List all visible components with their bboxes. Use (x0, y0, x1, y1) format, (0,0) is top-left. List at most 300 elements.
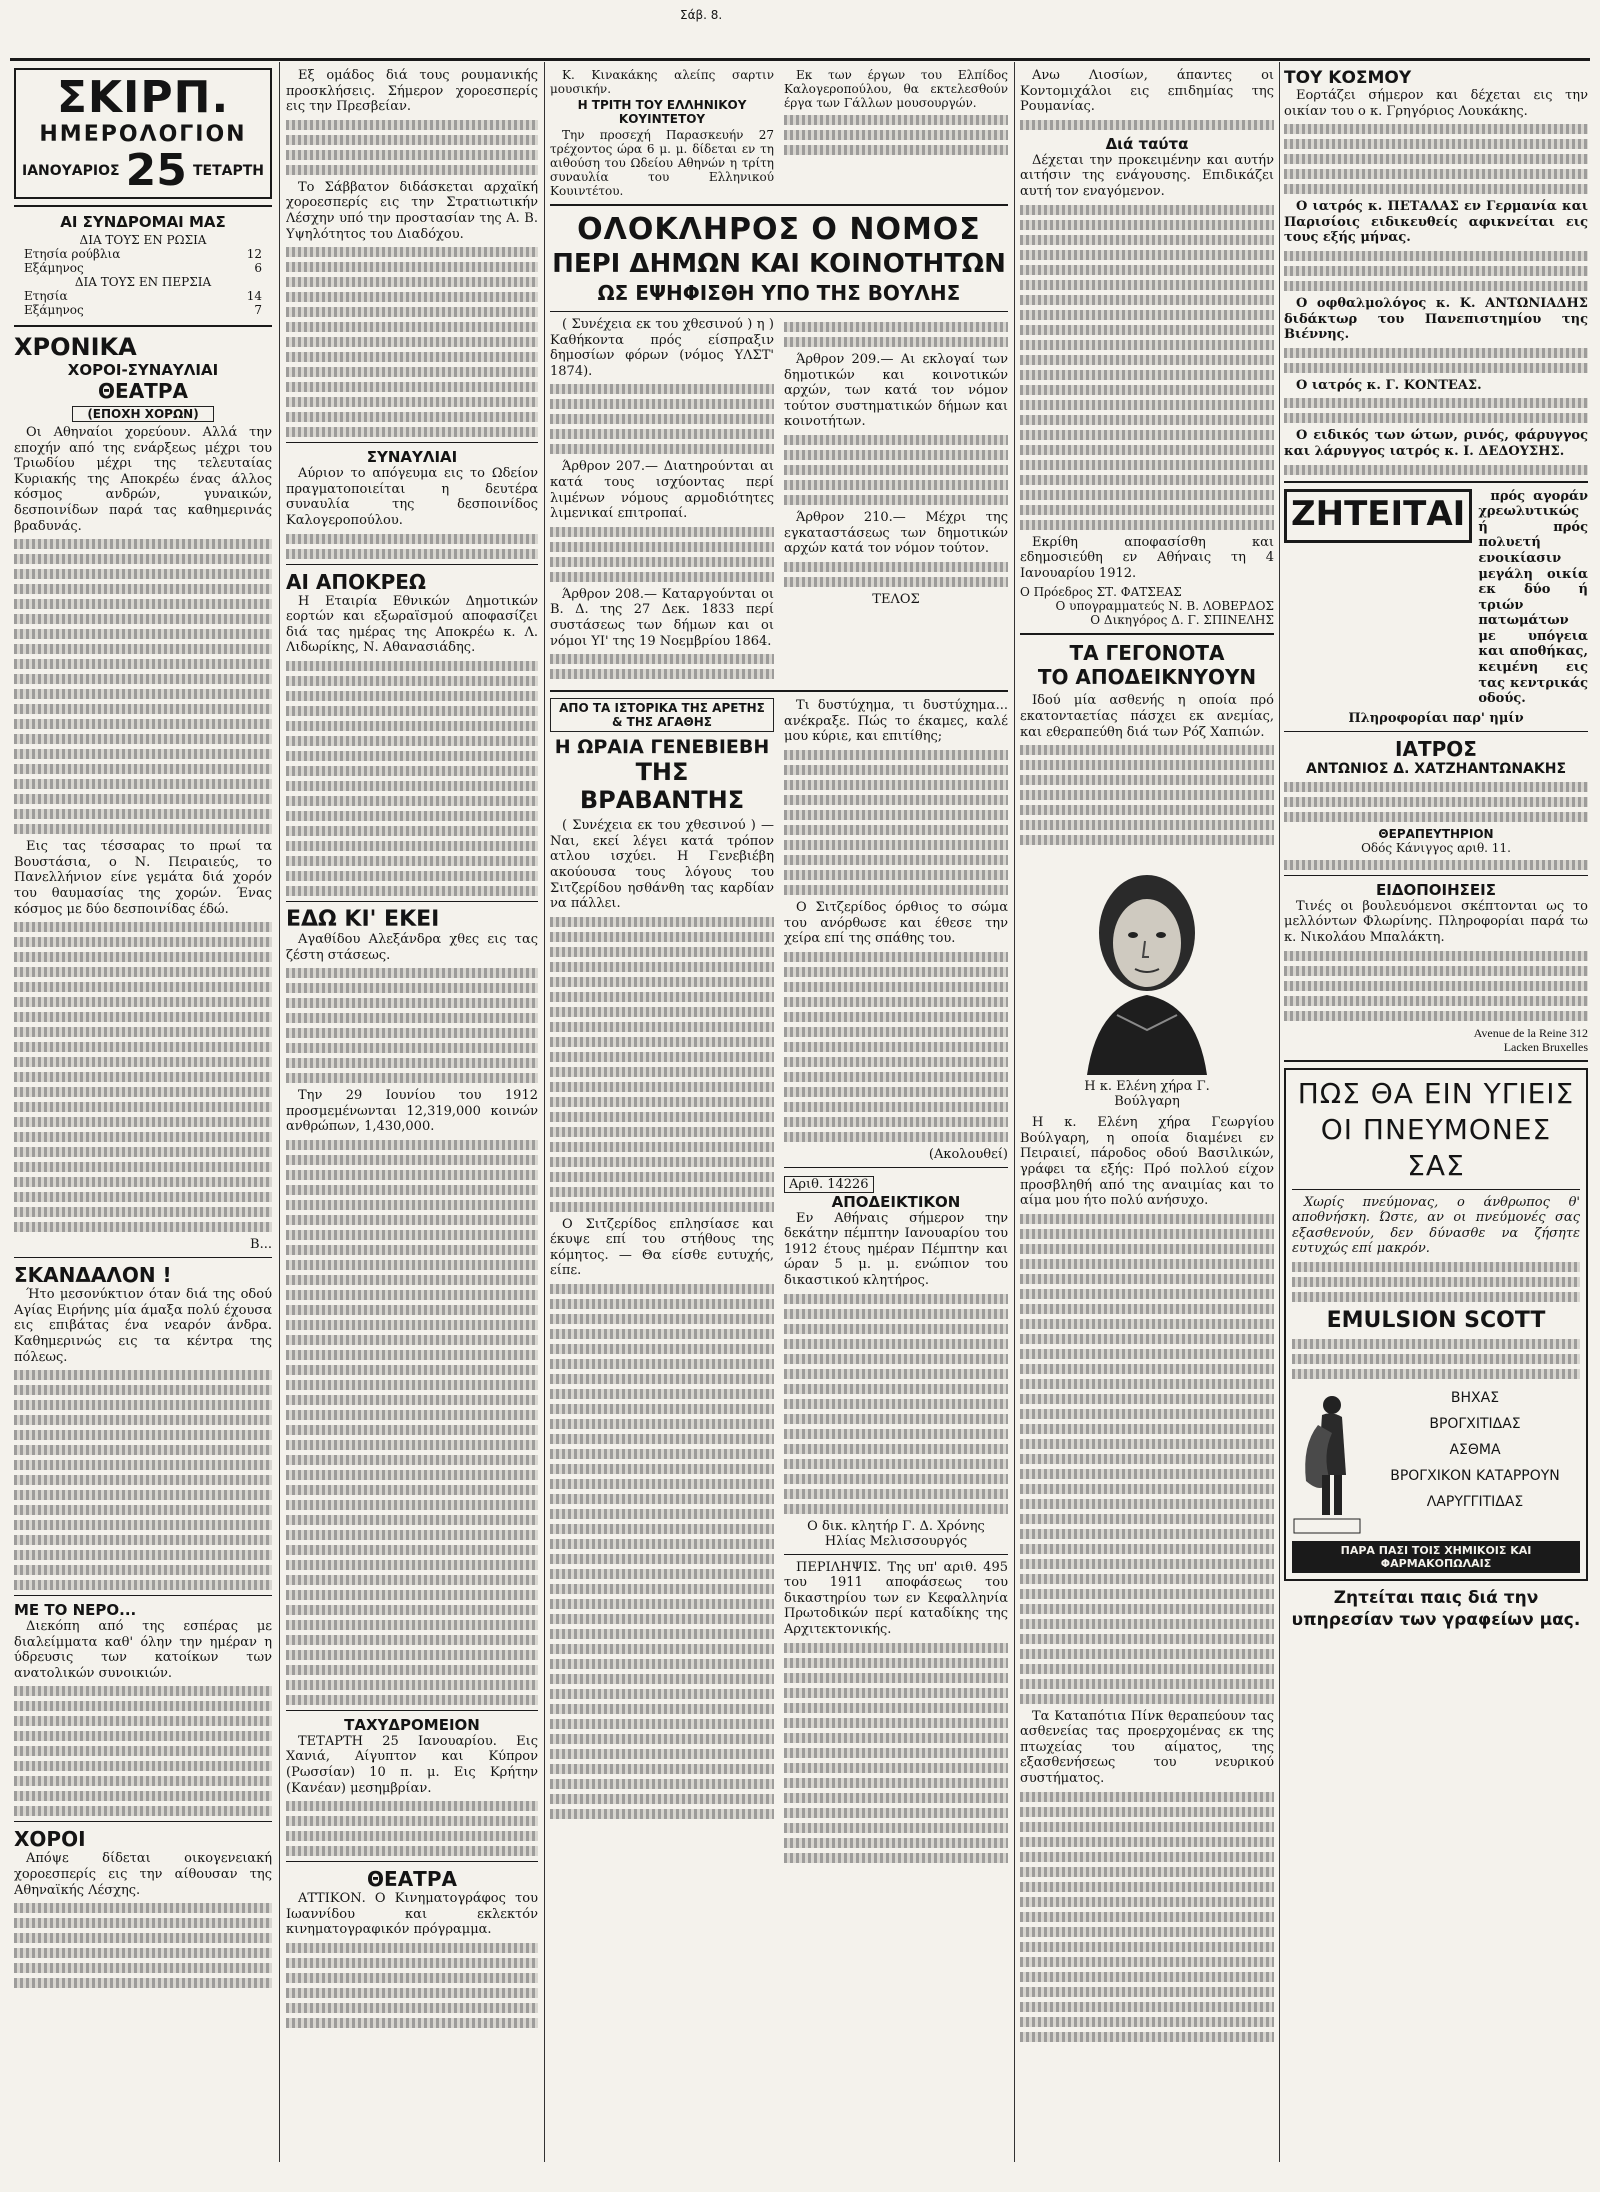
text-line-placeholder (286, 135, 538, 145)
text-line-placeholder (1292, 1262, 1580, 1272)
subscription-row (24, 247, 262, 261)
text-line-placeholder (1020, 835, 1274, 845)
story-article (550, 698, 1008, 1868)
article-paragraph: ΤΕΤΑΡΤΗ 25 Ιανουαρίου. Εις Χανιά, Αίγυπτον και Κύπρον (Ρωσσίαν) 10 π. μ. Εις Κρήτην (Κανέαν) μεσημβρίαν. (286, 1733, 538, 1796)
article-paragraph: Άρθρον 207.— Διατηρούνται αι κατά τους ισχύοντας περί λιμένων νόμους αρμοδιότητες λιμενικαί επιτροπαί. (550, 459, 774, 522)
text-line-placeholder (1020, 310, 1274, 320)
text-line-placeholder (286, 1801, 538, 1811)
text-line-placeholder (14, 1027, 272, 1037)
text-line-placeholder (286, 1170, 538, 1180)
article-paragraph: Αύριον το απόγευμα εις το Ωδείον πραγματοποιείται η δευτέρα συναυλία της δεσποινίδος Καλογεροπούλου. (286, 466, 538, 528)
column-5 (1284, 68, 1588, 2162)
text-line-placeholder (286, 1335, 538, 1345)
text-line-placeholder (286, 998, 538, 1008)
text-line-placeholder (14, 674, 272, 684)
text-line-placeholder (784, 1012, 1008, 1022)
top-left-fragment: Σάβ. 8. (680, 8, 723, 22)
wanted-heading: ΖΗΤΕΙΤΑΙ (1284, 489, 1472, 543)
text-line-placeholder (286, 1043, 538, 1053)
text-line-placeholder (1020, 265, 1274, 275)
text-line-placeholder (550, 1329, 774, 1339)
article-paragraph: Αγαθίδου Αλεξάνδρα χθες εις τας ζέστη στάσεως. (286, 931, 538, 963)
text-line-placeholder (286, 549, 538, 559)
text-line-placeholder (1020, 295, 1274, 305)
text-line-placeholder (286, 796, 538, 806)
text-line-placeholder (1020, 805, 1274, 815)
text-line-placeholder (286, 2003, 538, 2013)
text-line-placeholder (14, 1580, 272, 1590)
main-headline-2: ΠΕΡΙ ΔΗΜΩΝ ΚΑΙ ΚΟΙΝΟΤΗΤΩΝ (552, 249, 1006, 279)
text-line-placeholder (286, 676, 538, 686)
column-separator (279, 62, 280, 2162)
text-line-placeholder (550, 1494, 774, 1504)
text-line-placeholder (286, 1200, 538, 1210)
subscriptions-persia: ΔΙΑ ΤΟΥΣ ΕΝ ΠΕΡΣΙΑ (74, 275, 212, 289)
ad-headline: ΠΩΣ ΘΑ ΕΙΝ ΥΓΙΕΙΣ ΟΙ ΠΝΕΥΜΟΝΕΣ ΣΑΣ (1297, 1076, 1575, 1182)
text-line-placeholder (784, 1324, 1008, 1334)
text-line-placeholder (784, 1778, 1008, 1788)
text-line-placeholder (14, 1776, 272, 1786)
text-line-placeholder (286, 1365, 538, 1375)
text-line-placeholder (1284, 139, 1588, 149)
text-line-placeholder (784, 1808, 1008, 1818)
text-line-placeholder (1020, 1679, 1274, 1689)
article-paragraph: Τι δυστύχημα, τι δυστύχημα... ανέκραξε. Πώς το έκαμες, καλέ μου κύριε, και επιτίθης; (784, 698, 1008, 745)
text-line-placeholder (14, 1207, 272, 1217)
text-line-placeholder (14, 1948, 272, 1958)
text-line-placeholder (1020, 820, 1274, 830)
text-line-placeholder (1020, 1912, 1274, 1922)
text-line-placeholder (286, 1260, 538, 1270)
text-line-placeholder (14, 1385, 272, 1395)
article-paragraph: Ιδού μία ασθενής η οποία πρό εκατονταετίας πάσχει εκ ανεμίας, και εθεραπεύθη διά των Ρόζ Χαπιών. (1020, 693, 1274, 740)
want-ad: Ζητείται παις διά την υπηρεσίαν των γραφείων μας. (1291, 1588, 1581, 1630)
text-line-placeholder (1020, 475, 1274, 485)
text-line-placeholder (1020, 415, 1274, 425)
text-line-placeholder (286, 337, 538, 347)
text-line-placeholder (550, 1127, 774, 1137)
text-line-placeholder (286, 1988, 538, 1998)
doctor-notice: Ο ιατρός κ. Γ. ΚΟΝΤΕΑΣ. (1296, 377, 1482, 393)
text-line-placeholder (1020, 1304, 1274, 1314)
text-line-placeholder (1284, 860, 1588, 870)
main-headline-3: ΩΣ ΕΨΗΦΙΣΘΗ ΥΠΟ ΤΗΣ ΒΟΥΛΗΣ (597, 281, 961, 305)
text-line-placeholder (784, 750, 1008, 760)
article-paragraph: ( Συνέχεια εκ του χθεσινού ) — Ναι, εκεί λέγει κατά τρόπον ατλου ισχύει. Η Γενεβιέβη ακούουσα τους λόγους του Σιτζερίδου ησθάνθη τας καρδίαν να πάλλει. (550, 818, 774, 912)
story-continued: (Ακολουθεί) (928, 1146, 1008, 1162)
text-line-placeholder (784, 577, 1008, 587)
column-separator (1014, 62, 1015, 2162)
text-line-placeholder (550, 1172, 774, 1182)
text-line-placeholder (14, 1192, 272, 1202)
text-line-placeholder (784, 1132, 1008, 1142)
article-paragraph: Εκρίθη αποφασίσθη και εδημοσιεύθη εν Αθήναις τη 4 Ιανουαρίου 1912. (1020, 534, 1274, 581)
text-line-placeholder (286, 1973, 538, 1983)
article-paragraph: Οι Αθηναίοι χορεύουν. Αλλά την εποχήν από της ενάρξεως μέχρι του Τριωδίου μέχρι της τελευταίας Κυριακής της Αποκρέω ένας άλλος κόσμος ανδρών, γυναικών, δεσποινίδων παρά τας καθημερινάς βραδυνάς. (14, 425, 272, 534)
text-line-placeholder (784, 435, 1008, 445)
text-line-placeholder (286, 1245, 538, 1255)
article-paragraph: Εορτάζει σήμερον και δέχεται εις την οικίαν του ο κ. Γρηγόριος Λουκάκης. (1284, 88, 1588, 119)
text-line-placeholder (1020, 280, 1274, 290)
text-line-placeholder (550, 1584, 774, 1594)
text-line-placeholder (784, 997, 1008, 1007)
text-line-placeholder (1020, 1957, 1274, 1967)
column-1 (14, 68, 272, 2162)
text-line-placeholder (550, 1419, 774, 1429)
text-line-placeholder (784, 1087, 1008, 1097)
text-line-placeholder (1020, 1454, 1274, 1464)
text-line-placeholder (286, 1425, 538, 1435)
text-line-placeholder (14, 1445, 272, 1455)
article-paragraph: Άρθρον 209.— Αι εκλογαί των δημοτικών και κοινοτικών αρχών, των κατά τον νόμον τούτον συστηματικών δήμων και κοινοτήτων. (784, 352, 1008, 430)
top-rule (10, 58, 1590, 61)
text-line-placeholder (286, 736, 538, 746)
text-line-placeholder (784, 885, 1008, 895)
text-line-placeholder (286, 1515, 538, 1525)
section-theatra-2: ΘΕΑΤΡΑ (367, 1867, 457, 1892)
text-line-placeholder (286, 1215, 538, 1225)
text-line-placeholder (1020, 1634, 1274, 1644)
text-line-placeholder (286, 721, 538, 731)
text-line-placeholder (286, 1013, 538, 1023)
text-line-placeholder (1020, 325, 1274, 335)
text-line-placeholder (550, 1464, 774, 1474)
notice-number: Αριθ. 14226 (784, 1176, 874, 1193)
address-line: Lacken Bruxelles (1503, 1039, 1588, 1054)
text-line-placeholder (14, 1415, 272, 1425)
text-line-placeholder (550, 1809, 774, 1819)
subscription-row (24, 303, 262, 317)
text-line-placeholder (286, 1410, 538, 1420)
text-line-placeholder (1284, 348, 1588, 358)
text-line-placeholder (784, 145, 1008, 155)
doctor-notice: Ο ιατρός κ. ΠΕΤΑΛΑΣ εν Γερμανία και Παρισίοις ειδικευθείς αφικνείται εις τους εξής μήνας. (1284, 199, 1588, 246)
article-paragraph: Το Σάββατον διδάσκεται αρχαϊκή χοροεσπερίς εις την Στρατιωτικήν Λέσχην υπό την προστασίαν της Α. Β. Υψηλότητος του Διαδόχου. (286, 179, 538, 242)
text-line-placeholder (1020, 445, 1274, 455)
text-line-placeholder (14, 764, 272, 774)
text-line-placeholder (286, 706, 538, 716)
main-headline-1: ΟΛΟΚΛΗΡΟΣ Ο ΝΟΜΟΣ (577, 212, 981, 247)
notice-title: ΑΠΟΔΕΙΚΤΙΚΟΝ (831, 1192, 961, 1211)
text-line-placeholder (550, 1734, 774, 1744)
column-2 (286, 68, 538, 2162)
text-line-placeholder (1020, 340, 1274, 350)
text-line-placeholder (1020, 1544, 1274, 1554)
text-line-placeholder (286, 352, 538, 362)
text-line-placeholder (550, 947, 774, 957)
text-line-placeholder (286, 751, 538, 761)
date-month: ΙΑΝΟΥΑΡΙΟΣ (22, 163, 120, 179)
portrait-caption-2: Βούλγαρη (1114, 1094, 1180, 1110)
text-line-placeholder (784, 1072, 1008, 1082)
text-line-placeholder (286, 1073, 538, 1083)
text-line-placeholder (14, 1222, 272, 1232)
text-line-placeholder (14, 794, 272, 804)
text-line-placeholder (286, 1943, 538, 1953)
text-line-placeholder (550, 669, 774, 679)
text-line-placeholder (286, 1605, 538, 1615)
text-line-placeholder (14, 734, 272, 744)
text-line-placeholder (14, 1903, 272, 1913)
heading-dia-tauta: Διά ταύτα (1105, 134, 1189, 153)
text-line-placeholder (286, 1635, 538, 1645)
text-line-placeholder (14, 1550, 272, 1560)
section-eidopoiiseis: ΕΙΔΟΠΟΙΗΣΕΙΣ (1376, 880, 1496, 899)
text-line-placeholder (14, 629, 272, 639)
text-line-placeholder (1020, 460, 1274, 470)
text-line-placeholder (784, 1309, 1008, 1319)
ad-use: ΒΡΟΓΧΙΚΟΝ ΚΑΤΑΡΡΟΥΝ (1390, 1468, 1560, 1484)
law-article (550, 317, 1008, 684)
text-line-placeholder (784, 1294, 1008, 1304)
article-paragraph: Εις τας τέσσαρας το πρωί τα Βουστάσια, ο Ν. Πειραιεύς, το Πανελλήνιον είνε γεμάτα διά χορόν του θαυμασίας της χορών. Ένας κόσμος με δύο δεσποινίδας έδώ. (14, 839, 272, 917)
text-line-placeholder (1020, 1664, 1274, 1674)
text-line-placeholder (286, 1290, 538, 1300)
text-line-placeholder (550, 414, 774, 424)
text-line-placeholder (784, 1369, 1008, 1379)
doctor-name: ΑΝΤΩΝΙΟΣ Δ. ΧΑΤΖΗΑΝΤΩΝΑΚΗΣ (1305, 760, 1567, 777)
text-line-placeholder (14, 1978, 272, 1988)
text-line-placeholder (550, 527, 774, 537)
wanted-text: πρός αγοράν χρεωλυτικώς ή πρός πολυετή ενοικίασιν μεγάλη οικία εκ δύο ή τριών πατωμάτων με υπόγεια και αποθήκας, κειμένη εις τας κεντρικάς οδούς. (1478, 488, 1588, 707)
text-line-placeholder (1020, 1394, 1274, 1404)
text-line-placeholder (1020, 1514, 1274, 1524)
text-line-placeholder (1020, 760, 1274, 770)
text-line-placeholder (1292, 1277, 1580, 1287)
text-line-placeholder (286, 150, 538, 160)
text-line-placeholder (1284, 281, 1588, 291)
text-line-placeholder (1284, 266, 1588, 276)
text-line-placeholder (550, 1629, 774, 1639)
text-line-placeholder (1020, 520, 1274, 530)
text-line-placeholder (550, 1659, 774, 1669)
text-line-placeholder (1284, 465, 1588, 475)
text-line-placeholder (784, 1399, 1008, 1409)
text-line-placeholder (14, 967, 272, 977)
text-line-placeholder (286, 1380, 538, 1390)
article-paragraph: Άρθρον 208.— Καταργούνται οι Β. Δ. της 27 Δεκ. 1833 περί συστάσεως των δήμων και οι νόμοι ΥΙ' της 19 Νοεμβρίου 1864. (550, 586, 774, 649)
text-line-placeholder (286, 1230, 538, 1240)
sub-label: Εξάμηνος (24, 303, 84, 317)
heading-ta-gegonota: ΤΑ ΓΕΓΟΝΟΤΑ (1069, 641, 1225, 666)
text-line-placeholder (14, 952, 272, 962)
law-col-right (784, 317, 1008, 684)
text-line-placeholder (14, 1701, 272, 1711)
subscriptions (14, 231, 272, 319)
text-line-placeholder (550, 977, 774, 987)
story-col-left (550, 698, 774, 1868)
portrait-caption-1: Η κ. Ελένη χήρα Γ. (1084, 1079, 1210, 1095)
text-line-placeholder (14, 704, 272, 714)
story-headline-2: ΤΗΣ ΒΡΑΒΑΝΤΗΣ (579, 758, 745, 815)
text-line-placeholder (784, 1354, 1008, 1364)
article-paragraph: Η κ. Ελένη χήρα Γεωργίου Βούλγαρη, η οποία διαμένει εν Πειραιεί, πάροδος οδού Βασιλικών, γράφει τα εξής: Πρό πολλού είχον προσβληθή από της αναιμίας και το αίμα μου ήτο πολύ ανήσυχο. (1020, 1115, 1274, 1209)
signature-secretary: Ο υπογραμματεύς Ν. Β. ΛΟΒΕΡΔΟΣ (1055, 599, 1274, 614)
text-line-placeholder (14, 1490, 272, 1500)
section-edo-ki-ekei: ΕΔΩ ΚΙ' ΕΚΕΙ (286, 906, 440, 932)
subscriptions-russia: ΔΙΑ ΤΟΥΣ ΕΝ ΡΩΣΙΑ (79, 233, 207, 247)
text-line-placeholder (550, 1794, 774, 1804)
clinic-address: Οδός Κάνιγγος αριθ. 11. (1361, 840, 1511, 855)
text-line-placeholder (286, 1485, 538, 1495)
text-line-placeholder (14, 554, 272, 564)
section-choroi: ΧΟΡΟΙ (14, 1827, 86, 1852)
text-line-placeholder (1284, 1011, 1588, 1021)
article-paragraph: Απόψε δίδεται οικογενειακή χοροεσπερίς εις την αίθουσαν της Αθηναϊκής Λέσχης. (14, 1851, 272, 1898)
article-fragment: Κ. Κινακάκης αλείπς σαρτιν μουσικήν. (550, 68, 774, 96)
text-line-placeholder (1020, 790, 1274, 800)
text-line-placeholder (286, 1545, 538, 1555)
text-line-placeholder (784, 780, 1008, 790)
text-line-placeholder (1020, 1694, 1274, 1704)
text-line-placeholder (14, 824, 272, 834)
text-line-placeholder (286, 983, 538, 993)
text-line-placeholder (550, 1689, 774, 1699)
text-line-placeholder (1020, 1897, 1274, 1907)
text-line-placeholder (1284, 184, 1588, 194)
text-line-placeholder (1292, 1354, 1580, 1364)
masthead-almanac: ΗΜΕΡΟΛΟΓΙΟΝ (39, 122, 247, 147)
notice-signature: Ο δικ. κλητήρ Γ. Δ. Χρόνης (807, 1518, 985, 1534)
text-line-placeholder (784, 1793, 1008, 1803)
text-line-placeholder (550, 1314, 774, 1324)
text-line-placeholder (1020, 1942, 1274, 1952)
article-paragraph: Ανω Λιοσίων, άπαντες οι Κοντομιχάλοι εις επιδημίας της Ρουμανίας. (1020, 68, 1274, 115)
text-line-placeholder (14, 1460, 272, 1470)
ad-use: ΒΡΟΓΧΙΤΙΔΑΣ (1429, 1416, 1521, 1432)
text-line-placeholder (1020, 1274, 1274, 1284)
text-line-placeholder (14, 1087, 272, 1097)
text-line-placeholder (14, 1505, 272, 1515)
text-line-placeholder (286, 165, 538, 175)
text-line-placeholder (14, 1806, 272, 1816)
section-apokreo: ΑΙ ΑΠΟΚΡΕΩ (286, 569, 426, 594)
text-line-placeholder (550, 1022, 774, 1032)
masthead-date (22, 145, 264, 196)
text-line-placeholder (286, 1831, 538, 1841)
text-line-placeholder (1292, 1369, 1580, 1379)
text-line-placeholder (1020, 2032, 1274, 2042)
top-right (784, 68, 1008, 198)
law-col-left (550, 317, 774, 684)
text-line-placeholder (286, 826, 538, 836)
text-line-placeholder (550, 1299, 774, 1309)
subscriptions-heading: ΑΙ ΣΥΝΔΡΟΜΑΙ ΜΑΣ (60, 213, 226, 231)
text-line-placeholder (784, 322, 1008, 332)
text-line-placeholder (550, 1052, 774, 1062)
text-line-placeholder (1020, 1529, 1274, 1539)
text-line-placeholder (14, 1162, 272, 1172)
doctor-notice: Ο ειδικός των ώτων, ρινός, φάρυγγος και λάρυγγος ιατρός κ. Ι. ΔΕΔΟΥΣΗΣ. (1284, 428, 1588, 459)
text-line-placeholder (784, 765, 1008, 775)
ad-text: Χωρίς πνεύμονας, ο άνθρωπος θ' αποθνήσκη. Ώστε, αν οι πνεύμονές σας εξασθενούν, δεν δύνασθε να ζήσητε ευτυχώς επί μακρόν. (1292, 1194, 1580, 1257)
text-line-placeholder (784, 952, 1008, 962)
text-line-placeholder (1020, 1867, 1274, 1877)
article-paragraph: Ο Σιτζερίδος επλησίασε και έκυψε επί του στήθους της κόμητος. — Θα είσθε ευτυχής, είπε. (550, 1216, 774, 1279)
text-line-placeholder (1284, 251, 1588, 261)
text-line-placeholder (14, 584, 272, 594)
text-line-placeholder (1284, 951, 1588, 961)
text-line-placeholder (286, 1155, 538, 1165)
text-line-placeholder (14, 937, 272, 947)
text-line-placeholder (784, 795, 1008, 805)
text-line-placeholder (784, 870, 1008, 880)
text-line-placeholder (550, 1749, 774, 1759)
text-line-placeholder (550, 1644, 774, 1654)
text-line-placeholder (14, 1475, 272, 1485)
text-line-placeholder (550, 429, 774, 439)
sub-value: 6 (254, 261, 262, 275)
text-line-placeholder (14, 749, 272, 759)
text-line-placeholder (550, 1374, 774, 1384)
text-line-placeholder (1020, 1822, 1274, 1832)
doctor-heading: ΙΑΤΡΟΣ (1395, 736, 1477, 761)
text-line-placeholder (550, 932, 774, 942)
text-line-placeholder (14, 689, 272, 699)
text-line-placeholder (784, 1718, 1008, 1728)
text-line-placeholder (784, 1042, 1008, 1052)
text-line-placeholder (1284, 966, 1588, 976)
text-line-placeholder (550, 1704, 774, 1714)
text-line-placeholder (784, 967, 1008, 977)
text-line-placeholder (1284, 782, 1588, 792)
section-theatra: ΘΕΑΤΡΑ (98, 379, 188, 403)
text-line-placeholder (550, 1389, 774, 1399)
text-line-placeholder (784, 1384, 1008, 1394)
text-line-placeholder (784, 337, 1008, 347)
text-line-placeholder (1020, 1409, 1274, 1419)
text-line-placeholder (1020, 370, 1274, 380)
text-line-placeholder (14, 1791, 272, 1801)
text-line-placeholder (1020, 235, 1274, 245)
ad-use: ΛΑΡΥΓΓΙΤΙΔΑΣ (1426, 1494, 1524, 1510)
text-line-placeholder (14, 982, 272, 992)
text-line-placeholder (550, 917, 774, 927)
text-line-placeholder (784, 562, 1008, 572)
subscription-row (24, 289, 262, 303)
text-line-placeholder (14, 1716, 272, 1726)
law-end: ΤΕΛΟΣ (872, 591, 920, 607)
text-line-placeholder (1020, 1469, 1274, 1479)
text-line-placeholder (784, 465, 1008, 475)
text-line-placeholder (286, 120, 538, 130)
text-line-placeholder (550, 654, 774, 664)
text-line-placeholder (14, 1042, 272, 1052)
article-paragraph: Διεκόπη από της εσπέρας με διαλείμματα καθ' όλην την ημέραν η ύδρευσις των κατοίκων των ανατολικών συνοικιών. (14, 1619, 272, 1681)
signature-president: Ο Πρόεδρος ΣΤ. ΦΑΤΣΕΑΣ (1020, 585, 1182, 600)
text-line-placeholder (1284, 363, 1588, 373)
text-line-placeholder (1284, 797, 1588, 807)
article-paragraph: Εν Αθήναις σήμερον την δεκάτην πέμπτην Ιανουαρίου του 1912 έτους ημέραν Πέμπτην και ώραν 5 μ. μ. ενώπιον του δικαστικού κλητήρος. (784, 1210, 1008, 1289)
text-line-placeholder (1020, 220, 1274, 230)
article-paragraph: ΠΕΡΙΛΗΨΙΣ. Της υπ' αριθ. 495 του 1911 αποφάσεως του δικαστηρίου των εν Κεφαλληνία Πρωτοδικών περί καταδίκης της Αρχιτεκτονικής. (784, 1559, 1008, 1638)
text-line-placeholder (286, 1275, 538, 1285)
text-line-placeholder (1020, 430, 1274, 440)
text-line-placeholder (14, 1761, 272, 1771)
text-line-placeholder (550, 1539, 774, 1549)
text-line-placeholder (286, 811, 538, 821)
text-line-placeholder (14, 539, 272, 549)
text-line-placeholder (1020, 1424, 1274, 1434)
text-line-placeholder (784, 1489, 1008, 1499)
sub-value: 14 (246, 289, 262, 303)
text-line-placeholder (784, 1673, 1008, 1683)
text-line-placeholder (784, 480, 1008, 490)
sub-value: 12 (246, 247, 262, 261)
text-line-placeholder (1284, 981, 1588, 991)
text-line-placeholder (550, 1187, 774, 1197)
text-line-placeholder (1020, 1604, 1274, 1614)
